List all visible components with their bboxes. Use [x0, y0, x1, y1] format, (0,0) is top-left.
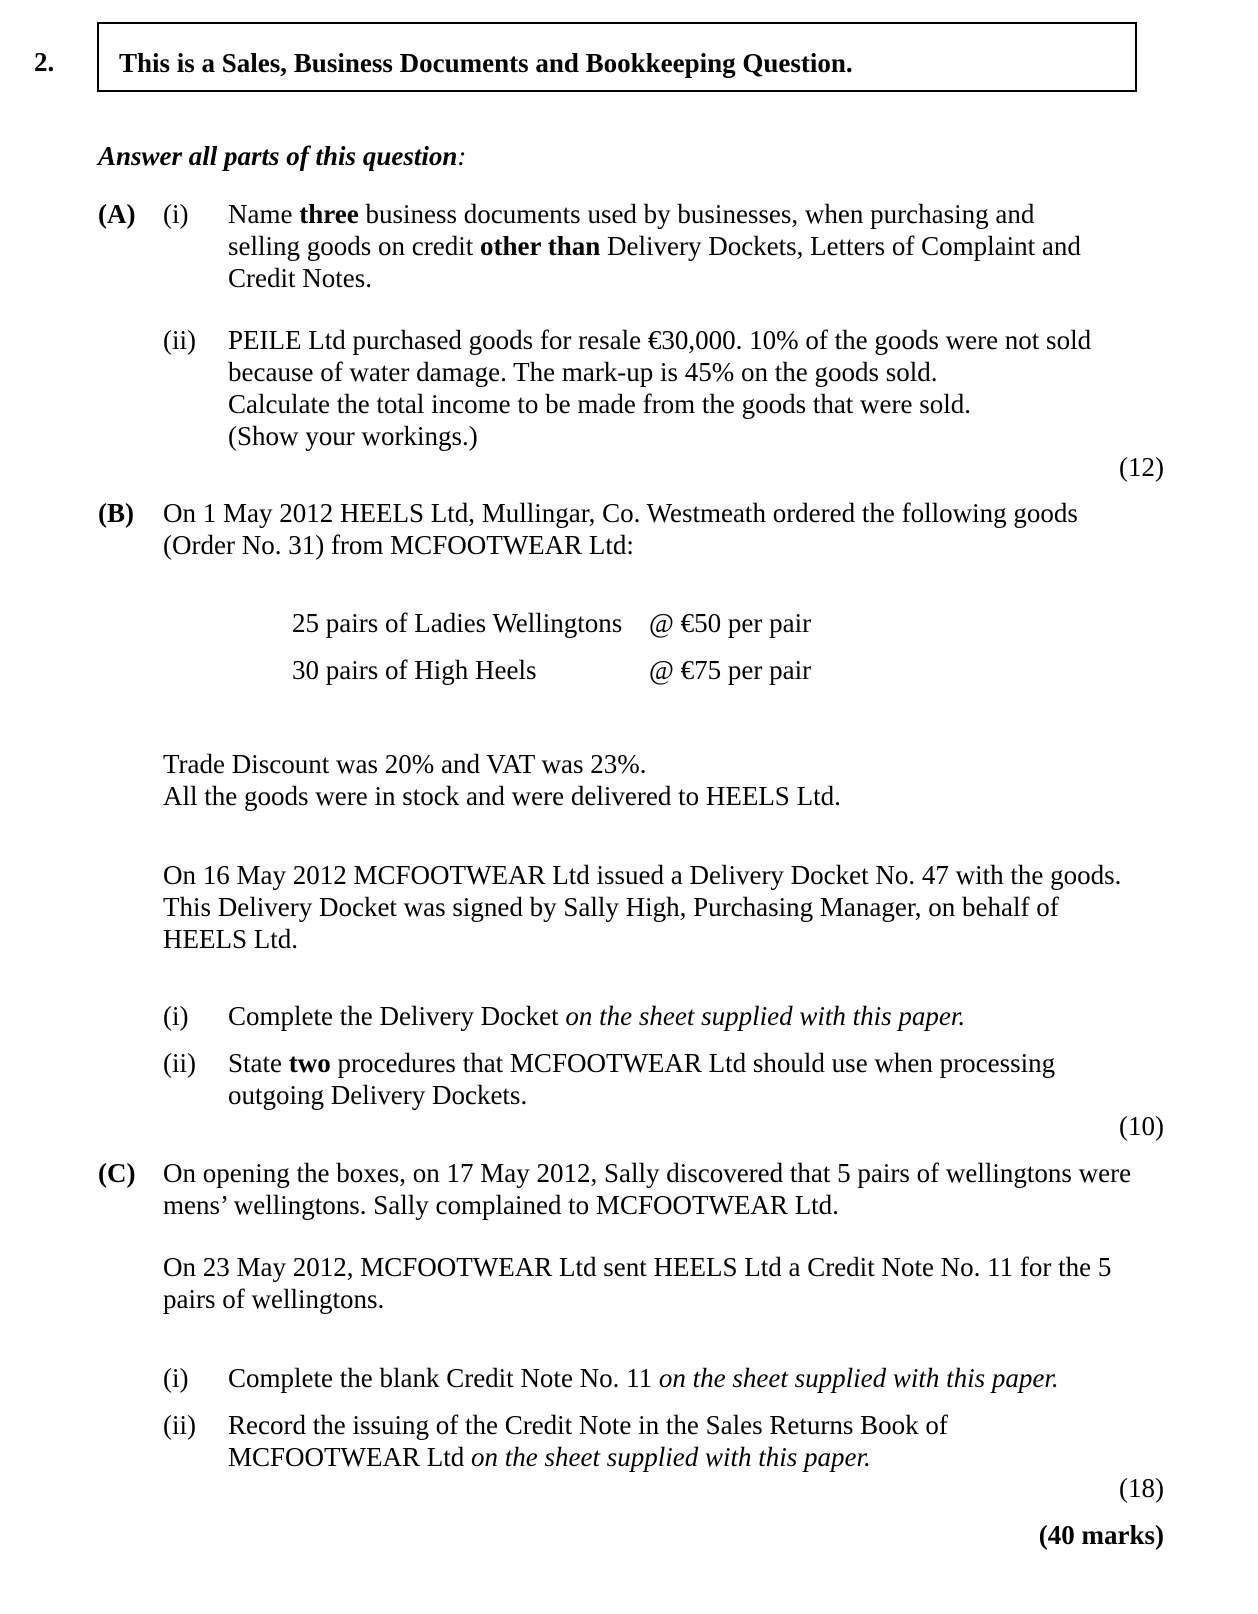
part-b-terms-line1: Trade Discount was 20% and VAT was 23%. [163, 749, 647, 779]
part-c-label: (C) [98, 1158, 136, 1188]
part-c-credit-text [163, 1251, 1163, 1315]
part-a-ii-line3: Calculate the total income to be made from the goods that were sold. [228, 389, 972, 419]
part-b-docket-line3: HEELS Ltd. [163, 924, 298, 954]
part-c-ii-number: (ii) [163, 1410, 196, 1440]
part-a-ii-line2: because of water damage. The mark-up is 45% on the goods sold. [228, 357, 938, 387]
part-b-terms [163, 748, 1163, 812]
part-c-line4: pairs of wellingtons. [163, 1284, 385, 1314]
part-b-docket-line2: This Delivery Docket was signed by Sally High, Purchasing Manager, on behalf of [163, 892, 1059, 922]
part-b-ii-line2: outgoing Delivery Dockets. [228, 1080, 528, 1110]
instruction [98, 140, 466, 172]
part-a-marks: (12) [1119, 452, 1164, 482]
part-a-i-line1: Name three business documents used by businesses, when purchasing and [228, 199, 1035, 229]
part-a-ii-text [228, 324, 1128, 452]
part-a-ii-line1: PEILE Ltd purchased goods for resale €30,000. 10% of the goods were not sold [228, 325, 1092, 355]
goods-price: @ €75 per pair [649, 655, 812, 685]
part-b-ii-number: (ii) [163, 1048, 196, 1078]
part-b-line1: On 1 May 2012 HEELS Ltd, Mullingar, Co. Westmeath ordered the following goods [163, 498, 1078, 528]
goods-item: 25 pairs of Ladies Wellingtons [292, 608, 623, 638]
part-a-i-text [228, 198, 1128, 294]
goods-row [292, 607, 892, 639]
part-a-ii-line4: (Show your workings.) [228, 421, 478, 451]
part-c-ii-line2: MCFOOTWEAR Ltd on the sheet supplied with this paper. [228, 1442, 871, 1472]
part-b-i-text: Complete the Delivery Docket on the sheet supplied with this paper. [228, 1001, 966, 1031]
part-c-i-text: Complete the blank Credit Note No. 11 on the sheet supplied with this paper. [228, 1363, 1059, 1393]
part-b-marks: (10) [1119, 1111, 1164, 1141]
part-c-ii-text [228, 1409, 1128, 1473]
part-a-i-line2: selling goods on credit other than Delivery Dockets, Letters of Complaint and [228, 231, 1081, 261]
part-c-ii-line1: Record the issuing of the Credit Note in the Sales Returns Book of [228, 1410, 948, 1440]
part-b-ii-text [228, 1047, 1128, 1111]
part-b-docket-text [163, 859, 1163, 955]
question-number: 2. [34, 47, 55, 77]
part-a-label: (A) [98, 199, 136, 229]
part-c-intro [163, 1157, 1163, 1221]
part-c-i-number: (i) [163, 1363, 189, 1393]
part-a-i-number: (i) [163, 199, 189, 229]
part-b-label: (B) [98, 498, 134, 528]
part-c-line2: mens’ wellingtons. Sally complained to MCFOOTWEAR Ltd. [163, 1190, 839, 1220]
part-a-ii-number: (ii) [163, 325, 196, 355]
part-b-terms-line2: All the goods were in stock and were delivered to HEELS Ltd. [163, 781, 841, 811]
part-a-i-line3: Credit Notes. [228, 263, 372, 293]
part-c-marks: (18) [1119, 1473, 1164, 1503]
part-b-i-number: (i) [163, 1001, 189, 1031]
goods-price: @ €50 per pair [649, 608, 812, 638]
part-b-ii-line1: State two procedures that MCFOOTWEAR Ltd should use when processing [228, 1048, 1056, 1078]
part-c-line1: On opening the boxes, on 17 May 2012, Sally discovered that 5 pairs of wellingtons were [163, 1158, 1132, 1188]
question-title: This is a Sales, Business Documents and Bookkeeping Question. [119, 48, 853, 78]
total-marks: (40 marks) [1038, 1520, 1164, 1550]
goods-row [292, 654, 892, 686]
question-title-box [97, 22, 1137, 92]
part-b-intro [163, 497, 1163, 561]
instruction-colon: : [457, 141, 467, 171]
goods-item: 30 pairs of High Heels [292, 655, 537, 685]
part-c-line3: On 23 May 2012, MCFOOTWEAR Ltd sent HEELS Ltd a Credit Note No. 11 for the 5 [163, 1252, 1112, 1282]
part-b-docket-line1: On 16 May 2012 MCFOOTWEAR Ltd issued a Delivery Docket No. 47 with the goods. [163, 860, 1122, 890]
instruction-main: Answer all parts of this question [98, 141, 458, 171]
part-b-line2: (Order No. 31) from MCFOOTWEAR Ltd: [163, 530, 634, 560]
